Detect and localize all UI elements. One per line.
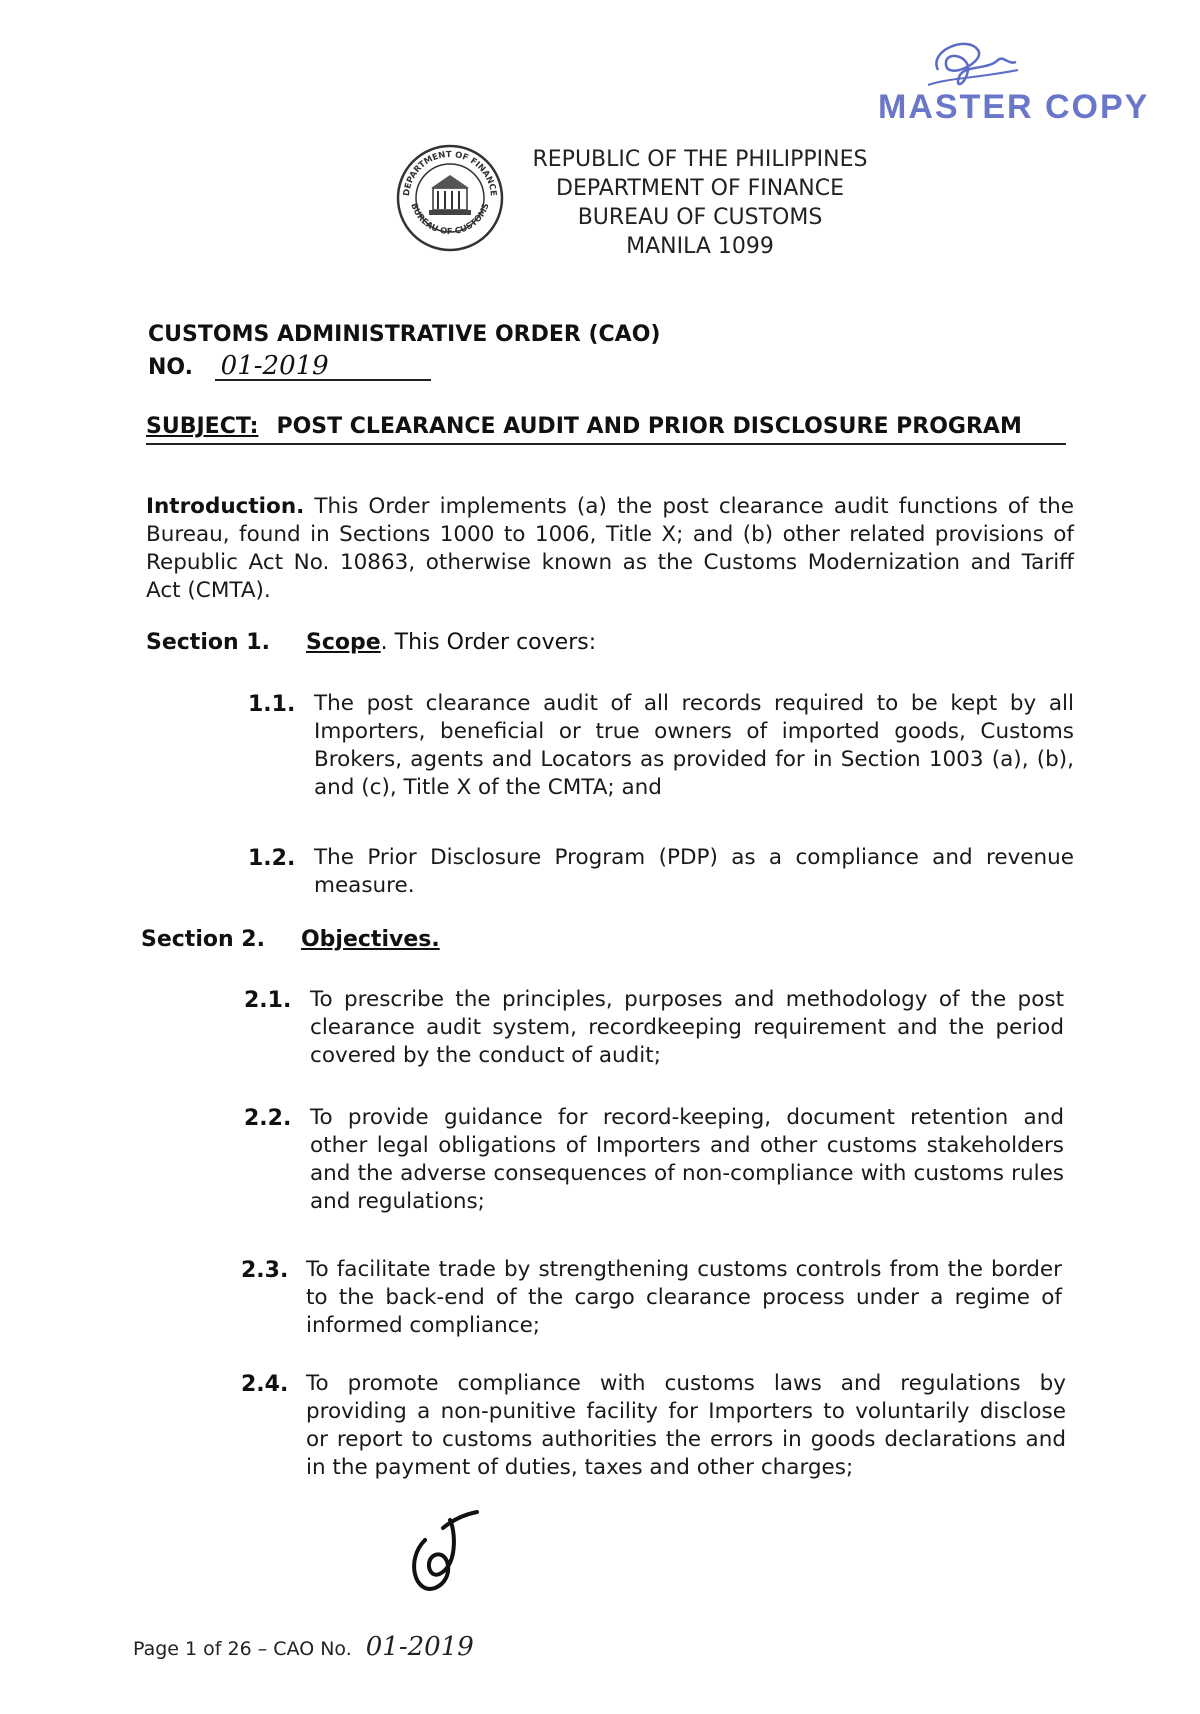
section-title: Scope [305, 630, 381, 655]
item-number: 2.2. [244, 1106, 292, 1131]
section-heading [146, 630, 596, 655]
item-text: To prescribe the principles, purposes and methodology of the post clearance audit system, recordkeeping requirement and the period covered by the conduct of audit; [310, 987, 1064, 1068]
initials-signature-icon [395, 1500, 485, 1610]
item-text: To promote compliance with customs laws and regulations by providing a non-punitive facility for Importers to voluntarily disclose or report to customs authorities the errors in goods declarations and in the payment of duties, taxes and other charges; [306, 1371, 1066, 1480]
bureau-seal-icon [395, 143, 505, 253]
section-title-rest: . This Order covers: [380, 630, 597, 655]
subject-text: POST CLEARANCE AUDIT AND PRIOR DISCLOSURE PROGRAM [276, 414, 1022, 439]
section-label: Section 1. [146, 630, 270, 655]
order-number [148, 353, 431, 381]
master-copy-stamp [878, 30, 1178, 140]
item-number: 2.1. [244, 988, 292, 1013]
order-number-label: NO. [148, 355, 193, 380]
agency-line: DEPARTMENT OF FINANCE [556, 176, 844, 201]
order-title: CUSTOMS ADMINISTRATIVE ORDER (CAO) [148, 322, 661, 347]
order-number-value: 01-2019 [215, 353, 431, 381]
footer-text: Page 1 of 26 – CAO No. [133, 1638, 352, 1660]
agency-line: BUREAU OF CUSTOMS [577, 205, 823, 230]
section-label: Section 2. [141, 927, 265, 952]
seal-text-top: DEPARTMENT OF FINANCE [401, 149, 499, 197]
introduction-paragraph [146, 493, 1074, 605]
section-heading [141, 927, 440, 952]
item-text: To facilitate trade by strengthening customs controls from the border to the back-end of the cargo clearance process under a regime of informed compliance; [306, 1257, 1062, 1338]
introduction-text: This Order implements (a) the post clearance audit functions of the Bureau, found in Sections 1000 to 1006, Title X; and (b) other related provisions of Republic Act No. 10863, otherwise known as the Customs Modernization and Tariff Act (CMTA). [146, 494, 1074, 603]
introduction-label: Introduction. [146, 494, 305, 519]
agency-header [520, 145, 880, 261]
item-number: 2.4. [241, 1372, 289, 1397]
footer-order-number: 01-2019 [365, 1632, 474, 1662]
item-number: 2.3. [241, 1258, 289, 1283]
item-text: The post clearance audit of all records required to be kept by all Importers, beneficial or true owners of imported goods, Customs Brokers, agents and Locators as provided for in Section 1003 (a), (b), and (c), Title X of the CMTA; and [314, 691, 1074, 800]
item-number: 1.1. [248, 692, 296, 717]
item-text: The Prior Disclosure Program (PDP) as a compliance and revenue measure. [314, 845, 1074, 898]
seal-text-bottom: BUREAU OF CUSTOMS [408, 201, 492, 238]
agency-line: REPUBLIC OF THE PHILIPPINES [532, 147, 868, 172]
item-number: 1.2. [248, 846, 296, 871]
agency-line: MANILA 1099 [626, 234, 774, 259]
section-title: Objectives. [300, 927, 440, 952]
item-text: To provide guidance for record-keeping, document retention and other legal obligations of Importers and other customs stakeholders and the adverse consequences of non-compliance with customs rules and regulations; [310, 1105, 1064, 1214]
page-footer [133, 1632, 474, 1662]
svg-text:BUREAU OF CUSTOMS [408, 202, 491, 237]
subject-line [146, 414, 1066, 445]
stamp-text: MASTER COPY [878, 88, 1150, 126]
subject-label: SUBJECT: [146, 414, 259, 439]
